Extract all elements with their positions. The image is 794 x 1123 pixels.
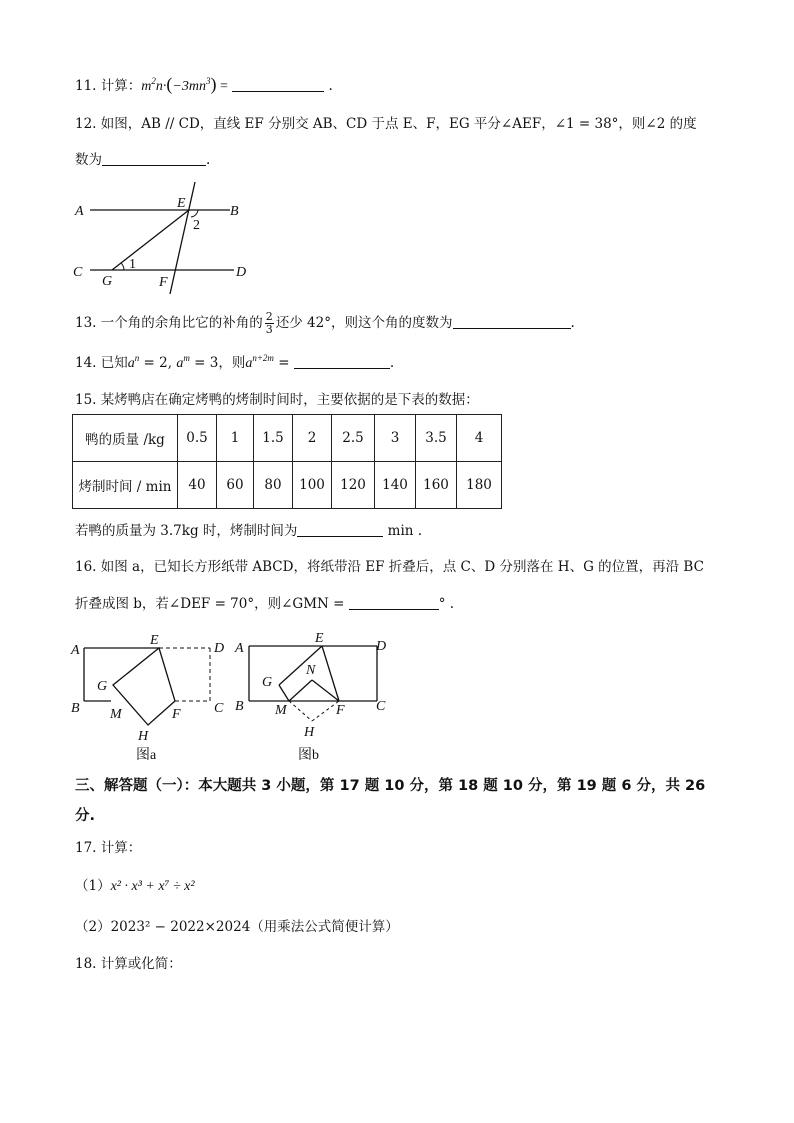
label-F: F [336,703,345,718]
label-H: H [304,725,315,740]
answer-blank[interactable] [232,77,324,92]
table-cell: 4 [457,415,502,462]
table-cell: 2 [293,415,332,462]
angle-1-label: 1 [129,257,136,272]
section-heading-cont: 分. [75,808,96,824]
table-cell: 180 [457,462,502,509]
label-M: M [275,703,287,718]
label-A: A [75,204,84,219]
label-D: D [376,639,387,654]
label-B: B [235,699,244,714]
label-E: E [315,631,324,646]
table-cell: 160 [416,462,457,509]
label-E: E [150,633,159,648]
table-cell: 100 [293,462,332,509]
label-N: N [306,663,316,678]
label-H: H [138,729,149,744]
question-15-intro: 15. 某烤鸭店在确定烤鸭的烤制时间时，主要依据的是下表的数据： [75,392,479,408]
question-17-part2: （2）2023² − 2022×2024（用乘法公式简便计算） [75,919,399,935]
label-G: G [262,675,273,690]
expr: $m^2n\cdot(-3mn^3)$ = [141,74,228,94]
label-A: A [235,641,244,656]
caption-a: 图a [136,748,157,763]
label-G: G [102,274,113,289]
question-11: 11. 计算：$m^2n\cdot(-3mn^3)$ = . [75,74,333,94]
table-cell: 2.5 [332,415,375,462]
label-F: F [159,275,168,290]
figure-16a [68,628,238,768]
fraction: $\frac{2}{3}$ [265,310,273,336]
table-row [73,415,502,462]
figure-16b [232,628,402,768]
table-cell: 40 [178,462,217,509]
row-header: 鸭的质量 /kg [73,415,178,462]
table-cell: 80 [254,462,293,509]
label-B: B [71,701,80,716]
label-D: D [236,265,247,280]
question-12-line1: 12. 如图，AB // CD，直线 EF 分别交 AB、CD 于点 E、F，EG 平分∠AEF，∠1 = 38°，则∠2 的度 [75,116,697,132]
table-cell: 1.5 [254,415,293,462]
question-14: 14. 已知$a^n = 2$, $a^m = 3$，则$a^{n+2m}$ = . [75,353,395,371]
label-C: C [376,699,386,714]
question-16-line1: 16. 如图 a，已知长方形纸带 ABCD，将纸带沿 EF 折叠后，点 C、D 分别落在 H、G 的位置，再沿 BC [75,559,704,575]
figure-q12 [70,180,260,300]
label-D: D [214,641,225,656]
table-cell: 140 [375,462,416,509]
label-F: F [172,707,181,722]
table-cell: 3 [375,415,416,462]
question-15-followup: 若鸭的质量为 3.7kg 时，烤制时间为 min . [75,523,423,539]
table-cell: 60 [217,462,254,509]
label-C: C [73,265,83,280]
row-header: 烤制时间 / min [73,462,178,509]
question-13: 13. 一个角的余角比它的补角的 $\frac{2}{3}$ 还少 42°，则这个角的度数为 . [75,310,575,336]
question-12-line2: 数为 . [75,152,211,168]
caption-b: 图b [298,748,319,763]
question-17-title: 17. 计算： [75,840,142,856]
table-cell: 120 [332,462,375,509]
label-E: E [177,196,186,211]
question-16-line2: 折叠成图 b，若∠DEF = 70°，则∠GMN = ° . [75,596,455,612]
table-cell: 1 [217,415,254,462]
angle-2-label: 2 [193,218,200,233]
label-C: C [214,701,224,716]
question-17-part1: （1）x² · x³ + x⁷ ÷ x² [75,878,195,894]
answer-blank[interactable] [294,354,390,369]
answer-blank[interactable] [297,522,383,537]
answer-blank[interactable] [453,314,571,329]
section-heading: 三、解答题（一）：本大题共 3 小题，第 17 题 10 分，第 18 题 10 分，第 19 题 6 分，共 26 [75,778,706,794]
table-row [73,462,502,509]
answer-blank[interactable] [349,595,439,610]
label-M: M [110,707,122,722]
table-cell: 0.5 [178,415,217,462]
label-G: G [97,679,108,694]
question-18-title: 18. 计算或化简： [75,956,182,972]
table-cell: 3.5 [416,415,457,462]
label-B: B [230,204,239,219]
answer-blank[interactable] [102,151,206,166]
label-A: A [71,643,80,658]
duck-data-table [72,414,502,509]
